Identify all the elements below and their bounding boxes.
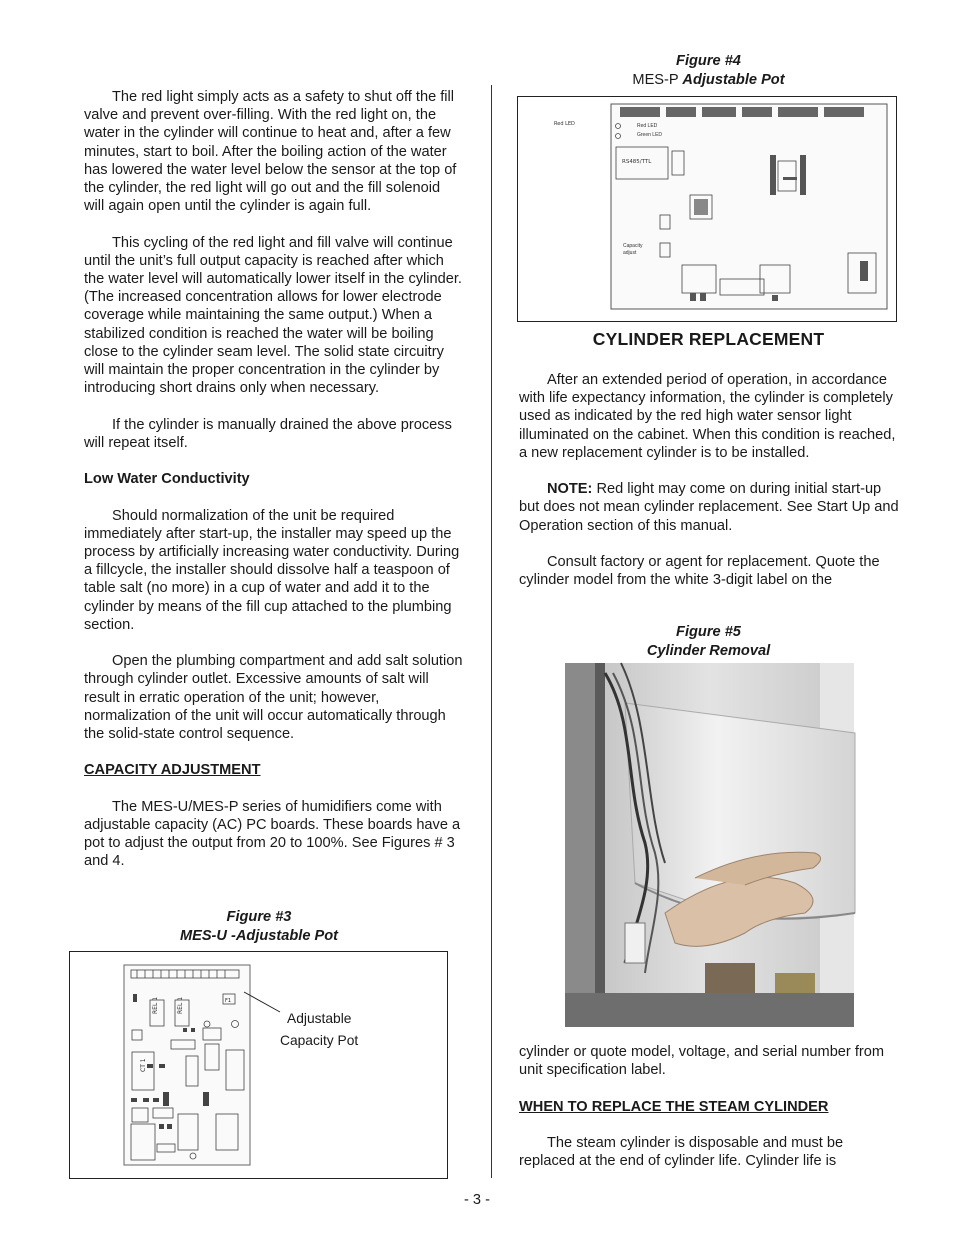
paragraph-capacity: The MES-U/MES-P series of humidifiers come with adjustable capacity (AC) PC boards. These boards have a pot to adjust the output from 20 to 100%. See Figures # 3 and 4. bbox=[84, 798, 461, 870]
capacity-adjust-line2: adjust bbox=[623, 250, 637, 256]
note-text: Red light may come on during initial start-up but does not mean cylinder replacement. See Start Up and Operation section of this manual. bbox=[519, 481, 899, 534]
note-label: NOTE: bbox=[547, 481, 593, 498]
board-label-rs485: RS485/TTL bbox=[622, 159, 652, 165]
cylinder-photo-illustration bbox=[565, 663, 854, 1027]
figure4-caption-bold: Adjustable Pot bbox=[682, 71, 785, 88]
red-led-label: Red LED bbox=[637, 123, 658, 129]
paragraph-cycling: This cycling of the red light and fill valve will continue until the unit’s full output capacity is reached after which the water level will automatically lower itself in the cylinder. (The increased concentration allows for lower electrode coverage while maintaining the same output.) When a stabilized condition is reached the water will be boiling close to the cylinder seam level. The solid state circuitry will maintain the proper concentration in the cylinder by introducing short drains only when necessary. bbox=[84, 234, 462, 397]
figure3-number: Figure #3 bbox=[226, 909, 292, 925]
board-label-red-led: Red LED bbox=[554, 121, 575, 127]
figure5-number: Figure #5 bbox=[676, 624, 741, 640]
figure4-caption-plain: MES-P bbox=[632, 71, 683, 88]
page-number: - 3 - bbox=[464, 1192, 490, 1208]
capacity-heading: CAPACITY ADJUSTMENT bbox=[84, 762, 261, 779]
figure4-title bbox=[519, 52, 898, 89]
paragraph-red-light: The red light simply acts as a safety to shut off the fill valve and prevent over-filling. With the red light on, the water in the cylinder will continue to heat and, after a few minutes, start to boil. After the boiling action of the water has lowered the water level below the sensor at the top of the cylinder, the red light will go out and the fill solenoid will again open until the cylinder is again full. bbox=[84, 89, 457, 215]
figure5-title bbox=[519, 623, 898, 660]
paragraph-manual-drain: If the cylinder is manually drained the above process will repeat itself. bbox=[84, 416, 452, 451]
board-label-ct1: CT 1 bbox=[140, 1058, 147, 1072]
figure5-caption: Cylinder Removal bbox=[646, 642, 771, 659]
paragraph-salt-solution: Open the plumbing compartment and add salt solution through cylinder outlet. Excessive amounts of salt will result in erratic operation of the unit; however, normalization of the unit will occur automatically through the solid-state control sequence. bbox=[84, 653, 463, 743]
figure3-title bbox=[84, 908, 434, 945]
figure4-frame bbox=[517, 96, 897, 322]
cylinder-replacement-heading: CYLINDER REPLACEMENT bbox=[592, 329, 825, 349]
figure3-frame bbox=[69, 951, 448, 1179]
mes-u-board-diagram bbox=[123, 964, 253, 1174]
green-led-label: Green LED bbox=[637, 132, 663, 138]
paragraph-spec-label: cylinder or quote model, voltage, and serial number from unit specification label. bbox=[519, 1044, 885, 1079]
low-water-heading: Low Water Conductivity bbox=[84, 471, 250, 488]
capacity-adjust-line1: Capacity bbox=[623, 243, 643, 249]
pointer-line bbox=[242, 990, 282, 1014]
figure4-number: Figure #4 bbox=[676, 53, 741, 69]
figure4-caption bbox=[519, 71, 898, 90]
board-label-rel1b: REL 1 bbox=[177, 996, 184, 1014]
when-to-replace-heading: WHEN TO REPLACE THE STEAM CYLINDER bbox=[519, 1098, 829, 1115]
paragraph-note bbox=[519, 480, 901, 535]
figure3-label-adjustable: Adjustable bbox=[287, 1011, 352, 1026]
paragraph-normalization: Should normalization of the unit be required immediately after start-up, the installer may speed up the process by artificially increasing water conductivity. During a fillcycle, the installer should dissolve half a teaspoon of table salt (no more) in a cup of water and add it to the cylinder by means of the fill cup attached to the plumbing section. bbox=[84, 507, 460, 633]
left-column bbox=[84, 88, 464, 871]
figure3-label-capacity-pot: Capacity Pot bbox=[280, 1033, 359, 1048]
paragraph-consult: Consult factory or agent for replacement. Quote the cylinder model from the white 3-digit label on the bbox=[519, 554, 880, 589]
board-led-labels bbox=[637, 122, 662, 140]
board-label-f1: F1 bbox=[225, 998, 232, 1004]
board-label-rel1a: REL 1 bbox=[152, 996, 159, 1014]
right-column-bottom bbox=[519, 1043, 901, 1170]
column-divider bbox=[491, 85, 492, 1178]
figure3-caption: MES-U -Adjustable Pot bbox=[179, 927, 339, 944]
right-column-top bbox=[519, 371, 901, 589]
board-capacity-adjust bbox=[623, 243, 642, 257]
paragraph-cylinder-life: The steam cylinder is disposable and must be replaced at the end of cylinder life. Cylinder life is bbox=[519, 1134, 844, 1170]
cylinder-removal-photo bbox=[565, 663, 854, 1027]
paragraph-replacement: After an extended period of operation, in accordance with life expectancy information, the cylinder is completely used as indicated by the red high water sensor light illuminated on the cabinet. When this condition is reached, a new replacement cylinder is to be installed. bbox=[519, 372, 896, 461]
